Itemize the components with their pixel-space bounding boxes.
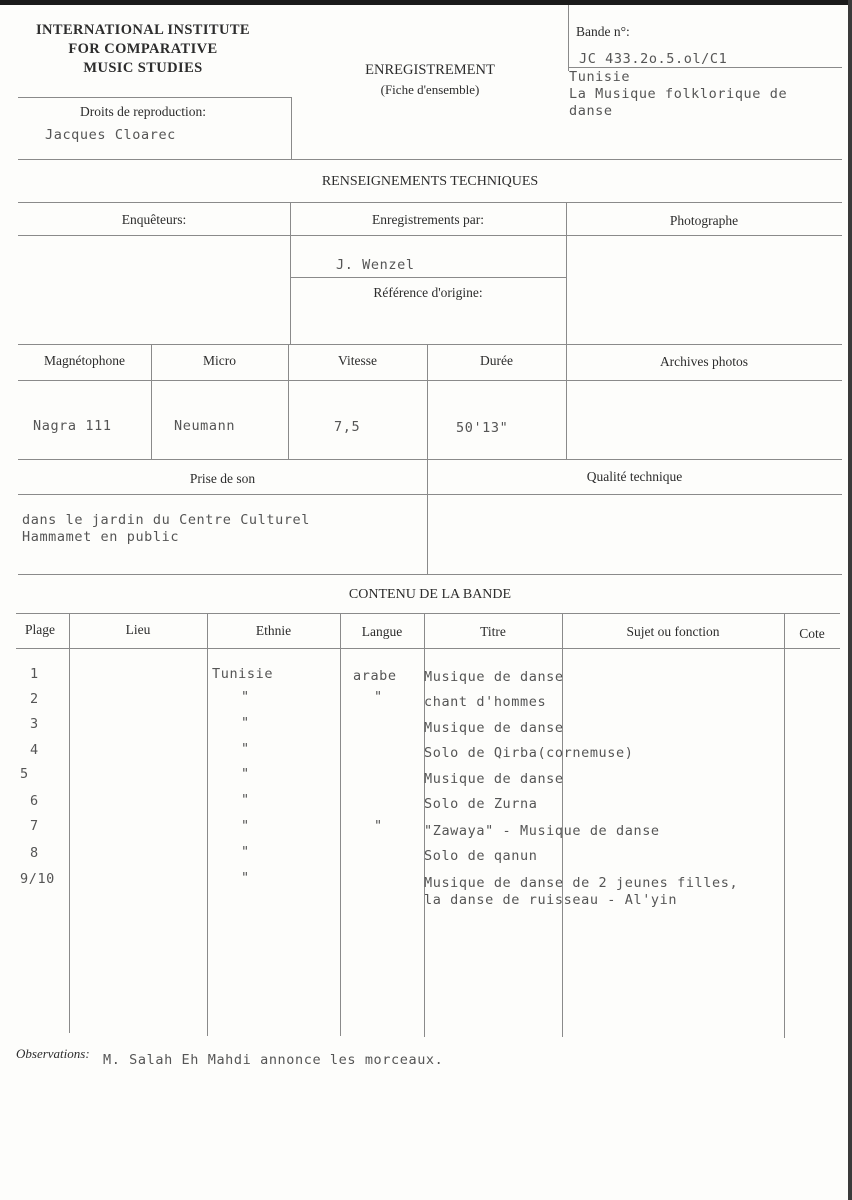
prise-value (22, 512, 310, 546)
contenu-col-divider-2 (207, 613, 208, 1036)
institute-line-3: MUSIC STUDIES (83, 60, 203, 76)
row-titre: Solo de Zurna (424, 796, 538, 812)
equip-bottom-rule (18, 459, 842, 460)
row-plage: 3 (30, 716, 39, 732)
row-langue: " (374, 689, 383, 705)
prise-label: Prise de son (189, 471, 256, 486)
equip-header-rule (18, 380, 842, 381)
header-titre: Titre (480, 624, 506, 639)
row-ethnie: " (241, 689, 250, 705)
vitesse-value: 7,5 (334, 419, 361, 435)
enregistrements-label: Enregistrements par: (371, 212, 485, 227)
row-titre: chant d'hommes (424, 694, 547, 710)
institute-name (18, 21, 268, 78)
header-ethnie: Ethnie (255, 623, 292, 638)
row-plage: 1 (30, 666, 39, 682)
row-titre: Musique de danse (424, 669, 564, 685)
droits-label: Droits de reproduction: (80, 104, 206, 119)
reference-label: Référence d'origine: (373, 285, 483, 300)
scan-right-edge (848, 0, 852, 1200)
technique-section-title: RENSEIGNEMENTS TECHNIQUES (321, 174, 539, 189)
bande-title-line-1: La Musique folklorique de (569, 86, 788, 102)
bande-number: JC 433.2o.5.ol/C1 (579, 51, 728, 67)
contenu-top-rule (16, 613, 840, 614)
header-cote: Cote (799, 626, 825, 641)
row-plage: 2 (30, 691, 39, 707)
row-ethnie: " (241, 844, 250, 860)
micro-label: Micro (203, 353, 236, 368)
magnetophone-label: Magnétophone (44, 353, 125, 368)
row-ethnie: " (241, 870, 250, 886)
row-plage: 6 (30, 793, 39, 809)
row-titre: Musique de danse (424, 771, 564, 787)
row-titre: Solo de qanun (424, 848, 538, 864)
technique-bottom-rule (18, 574, 842, 575)
droits-right-border (291, 97, 292, 159)
vitesse-label: Vitesse (338, 353, 377, 368)
technique-mid-rule (18, 344, 842, 345)
bande-country: Tunisie (569, 69, 631, 85)
row-plage: 7 (30, 818, 39, 834)
duree-value: 50'13" (456, 420, 509, 436)
contenu-header-rule (16, 648, 840, 649)
row-titre: Musique de danse (424, 720, 564, 736)
contenu-col-divider-1 (69, 613, 70, 1033)
row-ethnie: " (241, 766, 250, 782)
enqueteurs-label: Enquêteurs: (121, 212, 187, 227)
institute-line-1: INTERNATIONAL INSTITUTE (35, 22, 250, 38)
row-plage: 4 (30, 742, 39, 758)
scan-top-edge (0, 0, 852, 5)
form-subtitle: (Fiche d'ensemble) (380, 82, 480, 97)
header-langue: Langue (361, 624, 403, 639)
contenu-col-divider-6 (784, 613, 785, 1038)
row-titre: Solo de Qirba(cornemuse) (424, 745, 634, 761)
technique-header-rule (18, 235, 842, 236)
row-ethnie: " (241, 818, 250, 834)
row-ethnie: Tunisie (212, 666, 274, 682)
bande-number-underline (568, 67, 842, 68)
enregistrements-value: J. Wenzel (336, 257, 415, 273)
observations-label: Observations: (16, 1046, 90, 1061)
header-plage: Plage (25, 622, 55, 637)
contenu-section-title: CONTENU DE LA BANDE (348, 587, 512, 602)
duree-label: Durée (480, 353, 513, 368)
contenu-col-divider-3 (340, 613, 341, 1036)
prise-header-rule (18, 494, 842, 495)
prise-line-2: Hammamet en public (22, 529, 180, 545)
bande-label: Bande n°: (576, 24, 630, 39)
row-langue: " (374, 818, 383, 834)
technique-top-rule (18, 202, 842, 203)
archives-label: Archives photos (659, 354, 749, 369)
observations-value: M. Salah Eh Mahdi annonce les morceaux. (103, 1052, 444, 1068)
header-sujet: Sujet ou fonction (626, 624, 720, 639)
magnetophone-value: Nagra 111 (33, 418, 112, 434)
droits-top-border (18, 97, 291, 98)
row-plage: 8 (30, 845, 39, 861)
micro-value: Neumann (174, 418, 236, 434)
row-titre: "Zawaya" - Musique de danse (424, 823, 660, 839)
enregistrements-underline (290, 277, 566, 278)
droits-value: Jacques Cloarec (45, 127, 176, 143)
qualite-label: Qualité technique (586, 469, 683, 484)
photographe-label: Photographe (669, 213, 739, 228)
row-plage: 9/10 (20, 871, 55, 887)
row-ethnie: " (241, 715, 250, 731)
header-bottom-rule (18, 159, 842, 160)
institute-line-2: FOR COMPARATIVE (68, 41, 218, 57)
row-titre-continued: la danse de ruisseau - Al'yin (424, 892, 678, 908)
row-ethnie: " (241, 741, 250, 757)
bande-description (569, 69, 787, 120)
prise-line-1: dans le jardin du Centre Culturel (22, 512, 311, 528)
form-title: ENREGISTREMENT (365, 62, 495, 78)
row-plage: 5 (20, 766, 29, 782)
bande-title-line-2: danse (569, 103, 613, 119)
header-lieu: Lieu (125, 622, 151, 637)
row-titre: Musique de danse de 2 jeunes filles, (424, 875, 739, 891)
bande-box-left-border (568, 5, 569, 71)
row-langue: arabe (353, 668, 397, 684)
row-ethnie: " (241, 792, 250, 808)
